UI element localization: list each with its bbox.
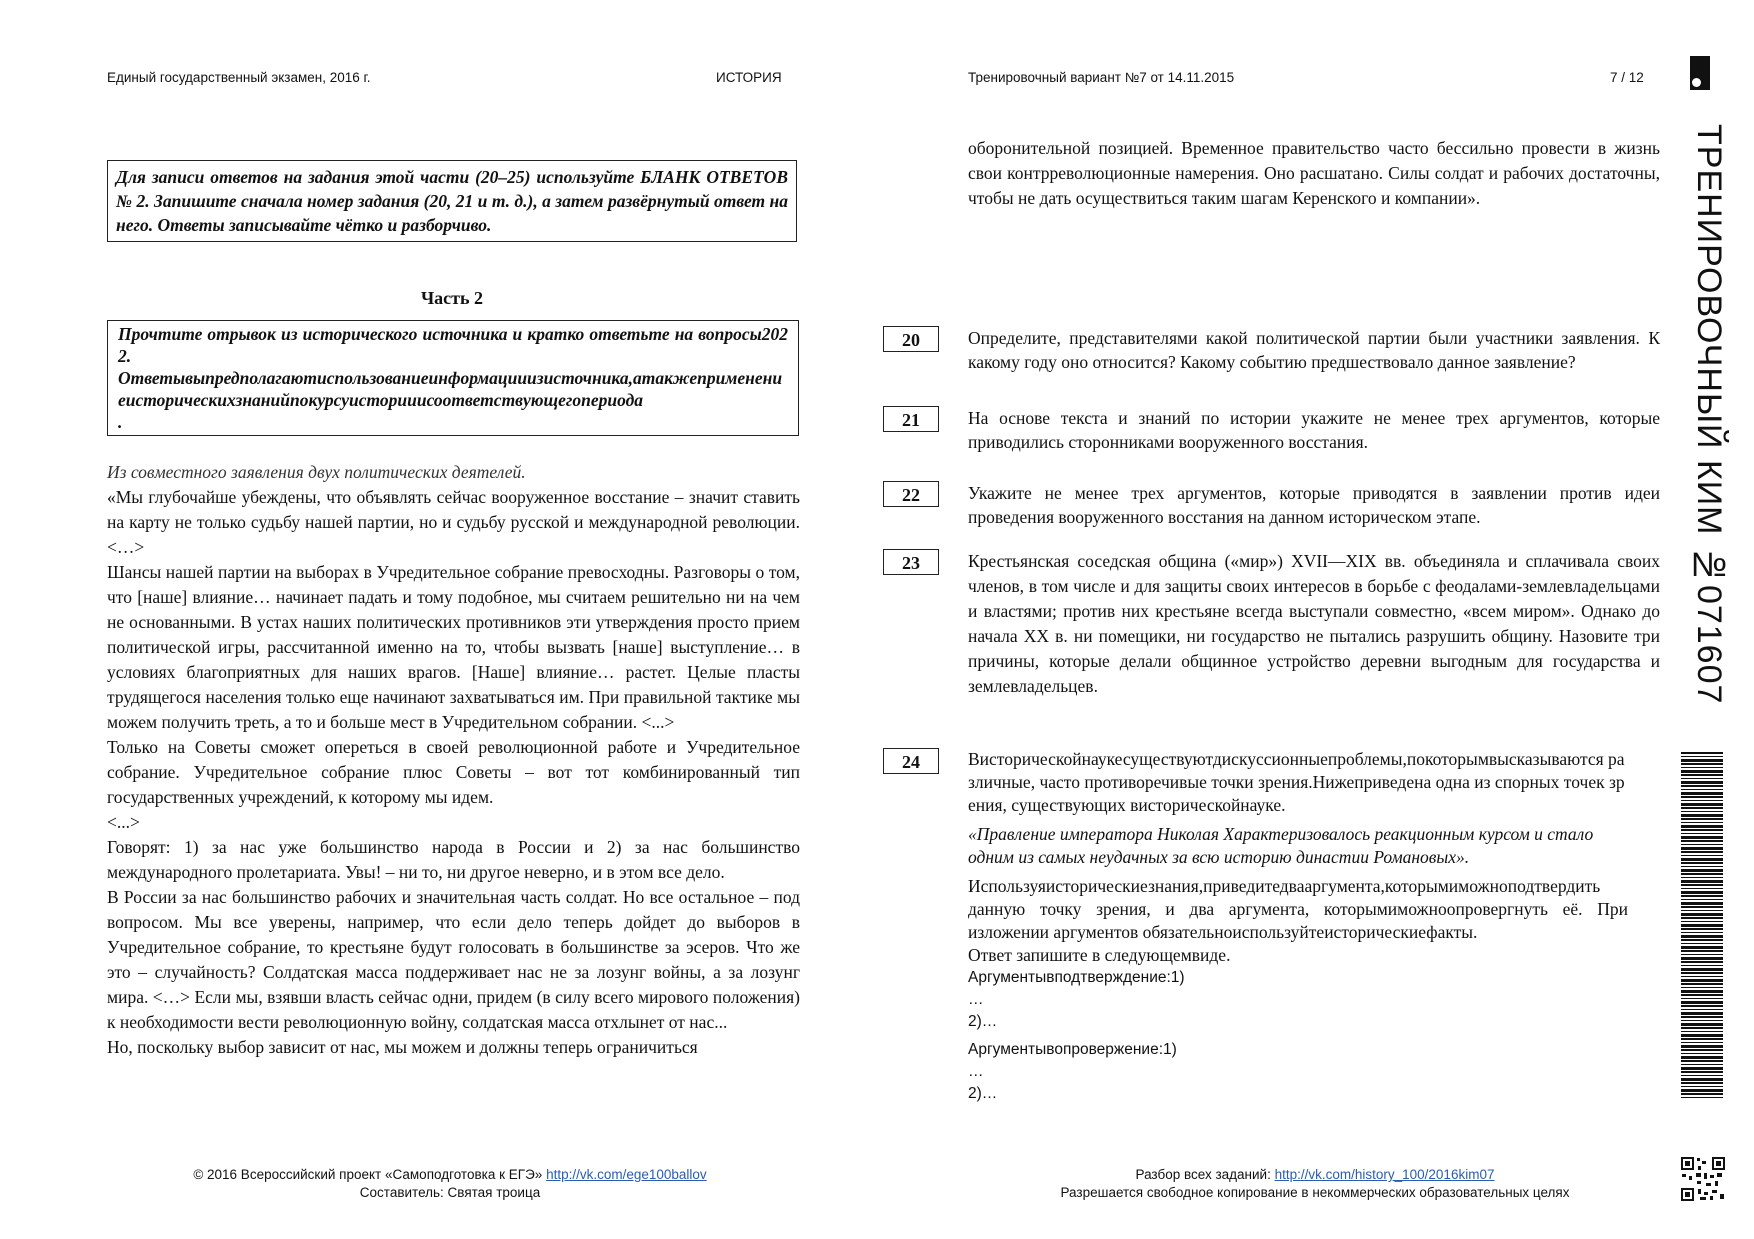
footer-left (120, 1166, 780, 1202)
read-box-line3: . (118, 412, 123, 432)
header-variant: Тренировочный вариант №7 от 14.11.2015 (968, 70, 1235, 85)
source-paragraph: Но, поскольку выбор зависит от нас, мы можем и должны теперь ограничиться (107, 1037, 698, 1057)
source-text (107, 485, 800, 1060)
task-24-item2: 2)… (968, 1013, 998, 1030)
footer-author: Составитель: Святая троица (359, 1185, 541, 1200)
task-number-21: 21 (883, 406, 939, 432)
part-title: Часть 2 (420, 288, 484, 308)
footer-license: Разрешается свободное копирование в некоммерческих образовательных целях (1060, 1185, 1570, 1200)
task-24-quote: «Правление императора Николая Характеризовалось реакционным курсом и стало одним из самых неудачных за всю историю династии Романовых». (968, 824, 1594, 867)
source-paragraph: Говорят: 1) за нас уже большинство народа в России и 2) за нас большинство международного пролетариата. Увы! – ни то, ни другое неверно, и в этом все дело. (107, 837, 800, 882)
qr-code-icon (1680, 1156, 1726, 1202)
task-24-refute-label: Аргументывопровержение:1) (968, 1041, 1177, 1058)
source-paragraph: Только на Советы сможет опереться в своей революционной работе и Учредительное собрание. Учредительное собрание плюс Советы – вот тот комбинированный тип государственных учреждений, к которому мы идем. (107, 737, 800, 807)
task-24-answer-form: Ответ запишите в следующемвиде. (968, 945, 1231, 965)
task-number-23: 23 (883, 549, 939, 575)
task-24-confirm-label: Аргументывподтверждение:1) (968, 969, 1185, 986)
task-text-20: Определите, представителями какой политической партии были участники заявления. К какому году оно относится? Какому событию предшествовало данное заявление? (968, 328, 1660, 372)
task-number-22: 22 (883, 481, 939, 507)
read-box-line2: Ответывыпредполагаютиспользованиеинформацииизисточника,атакжеприменениеисторическихзнанийпокурсуисторииисоответствующегопериода (118, 368, 783, 410)
source-paragraph: <...> (107, 812, 140, 832)
source-caption: Из совместного заявления двух политических деятелей. (107, 462, 526, 482)
footer-left-link[interactable]: http://vk.com/ege100ballov (546, 1167, 707, 1182)
task-number-24: 24 (883, 748, 939, 774)
task-24-dots: … (968, 1063, 984, 1080)
page-number: 7 / 12 (1610, 70, 1644, 85)
side-kim-title: ТРЕНИРОВОЧНЫЙ КИМ №071607 (1690, 124, 1728, 705)
instructions-box: Для записи ответов на задания этой части (20–25) используйте БЛАНК ОТВЕТОВ № 2. Запишите сначала номер задания (20, 21 и т. д.), а затем развёрнутый ответ на него. Ответы записывайте чётко и разборчиво. (107, 160, 797, 242)
header-exam-title: Единый государственный экзамен, 2016 г. (107, 70, 371, 85)
task-text-21: На основе текста и знаний по истории укажите не менее трех аргументов, которые приводились сторонниками вооруженного восстания. (968, 408, 1660, 452)
task-24-intro: Висторическойнаукесуществуютдискуссионныепроблемы,покоторымвысказываются различные, часто противоречивые точки зрения.Нижеприведена одна из спорных точек зрения, существующих висторическойнауке. (968, 749, 1625, 815)
source-paragraph: В России за нас большинство рабочих и значительная часть солдат. Но все остальное – под вопросом. Мы все уверены, например, что если дело теперь дойдет до выборов в Учредительное собрание, то крестьяне будут голосовать в большинстве за эсеров. Что же это – случайность? Солдатская масса поддерживает нас не за лозунг войны, а за лозунг мира. <…> Если мы, взявши власть сейчас одни, придем (в силу всего мирового положения) к необходимости вести революционную войну, солдатская масса отхлынет от нас... (107, 887, 800, 1032)
footer-right (990, 1166, 1640, 1202)
source-paragraph: «Мы глубочайше убеждены, что объявлять сейчас вооруженное восстание – значит ставить на карту не только судьбу нашей партии, но и судьбу русской и международной революции. <…> (107, 487, 800, 557)
source-text-continued: оборонительной позицией. Временное правительство часто бессильно провести в жизнь свои контрреволюционные намерения. Оно расшатано. Силы солдат и рабочих достаточны, чтобы не дать осуществиться таким шагам Керенского и компании». (968, 138, 1660, 208)
task-number-20: 20 (883, 326, 939, 352)
task-text-24 (968, 748, 1628, 1105)
task-text-23: Крестьянская соседская община («мир») XVII—XIX вв. объединяла и сплачивала своих членов, в том числе и для защиты своих интересов в борьбе с феодалами-землевладельцами и властями; против них крестьяне всегда выступали совместно, «всем миром». Однако до начала XX в. ни помещики, ни государство не пытались разрушить общину. Назовите три причины, которые делали общинное устройство деревни выгодным для государства и землевладельцев. (968, 551, 1660, 696)
task-24-dots: … (968, 991, 984, 1008)
task-24-item2: 2)… (968, 1085, 998, 1102)
task-24-instruction: Используяисторическиезнания,приведитедвааргумента,которымиможноподтвердить данную точку зрения, и два аргумента, которымиможноопровергнуть её. При изложении аргументов обязательноиспользуйтеисторическиефакты. (968, 876, 1628, 942)
source-paragraph: Шансы нашей партии на выборах в Учредительное собрание превосходны. Разговоры о том, что [наше] влияние… начинает падать и тому подобное, мы считаем решительно ни на чем не основанными. В устах наших политических противников эти утверждения просто прием политической игры, рассчитанной именно на то, чтобы вызвать [наше] выступление… в условиях благоприятных для наших врагов. [Наше] влияние… растет. Целые пласты трудящегося населения только еще начинают захватываться им. При правильной тактике мы можем получить треть, а то и больше мест в Учредительном собрании. <...> (107, 562, 800, 732)
corner-mark-icon (1690, 56, 1710, 90)
task-text-22: Укажите не менее трех аргументов, которые приводятся в заявлении против идеи проведения вооруженного восстания на данном историческом этапе. (968, 483, 1660, 527)
read-box-line1: Прочтите отрывок из исторического источника и кратко ответьте на вопросы2022. (118, 324, 788, 366)
footer-right-link[interactable]: http://vk.com/history_100/2016kim07 (1274, 1167, 1495, 1182)
reading-instructions-box (107, 320, 799, 436)
footer-analysis-label: Разбор всех заданий: (1135, 1167, 1271, 1182)
barcode-icon (1681, 752, 1723, 1100)
footer-copyright: © 2016 Всероссийский проект «Самоподготовка к ЕГЭ» (193, 1167, 543, 1182)
header-subject: ИСТОРИЯ (716, 70, 782, 85)
